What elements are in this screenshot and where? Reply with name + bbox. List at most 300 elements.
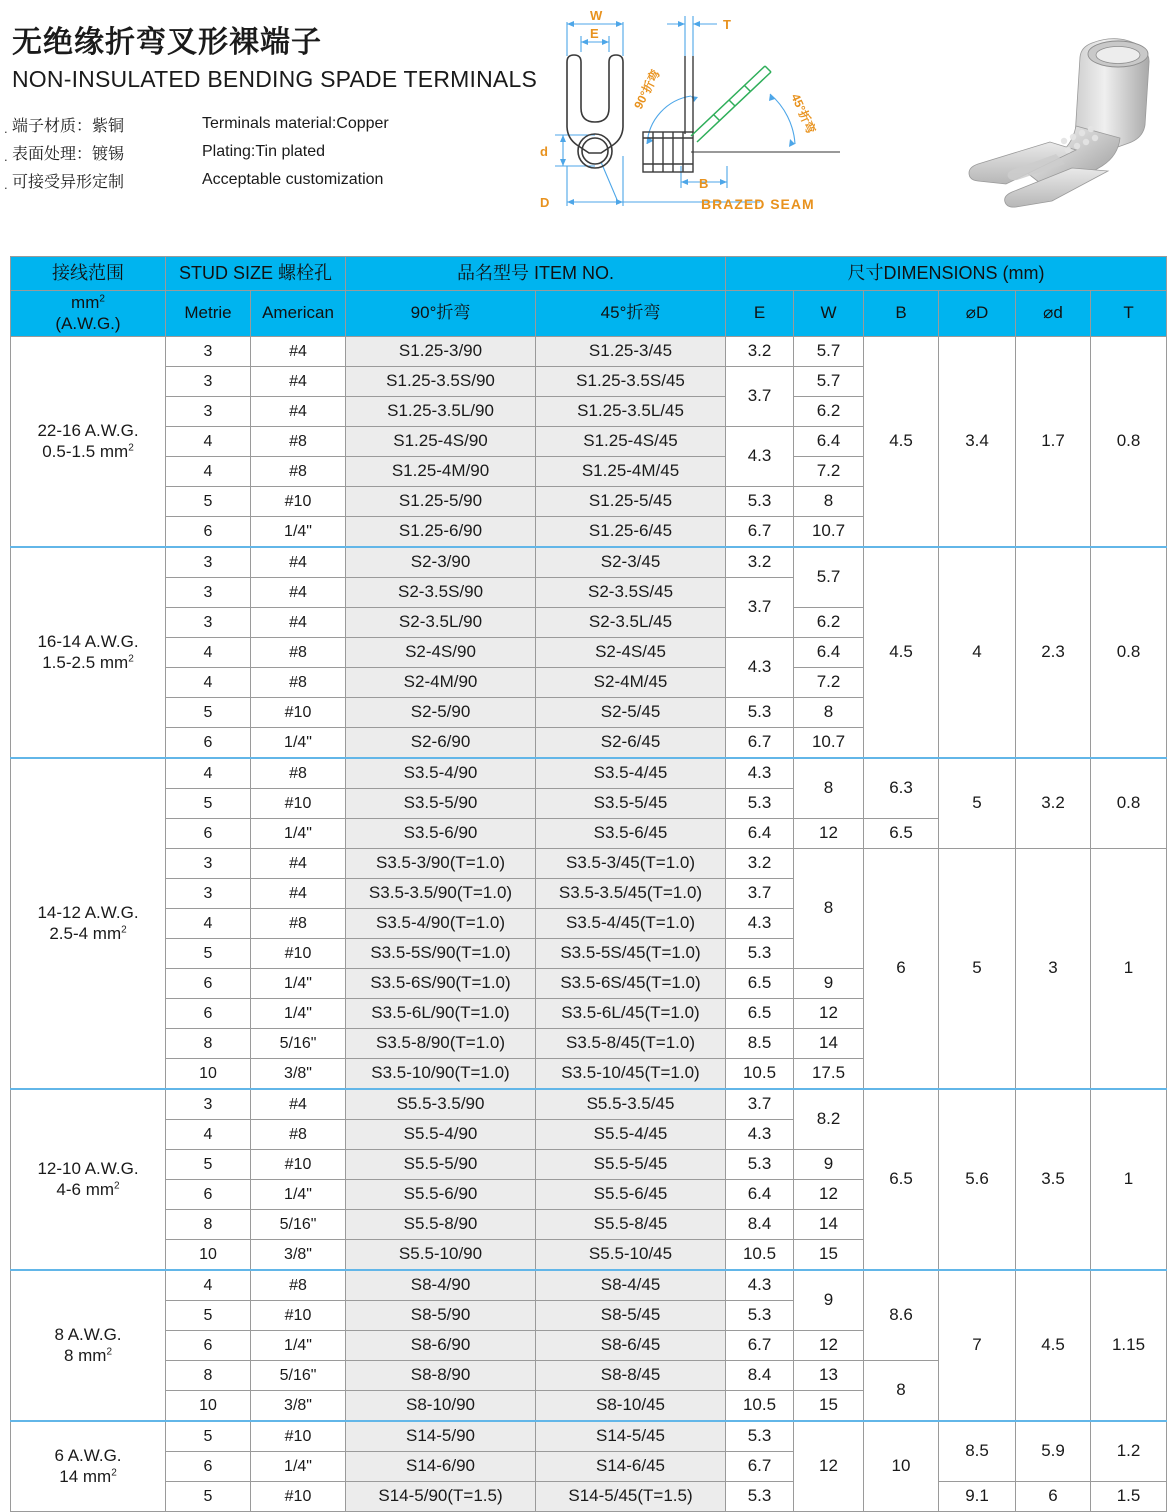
cell-item-90: S2-5/90 xyxy=(346,698,536,728)
th-wire-range: 接线范围 xyxy=(11,257,166,291)
cell-e: 6.5 xyxy=(726,999,794,1029)
cell-american: 1/4" xyxy=(251,1452,346,1482)
cell-item-45: S5.5-8/45 xyxy=(536,1210,726,1240)
cell-item-90: S2-3/90 xyxy=(346,547,536,578)
cell-item-45: S3.5-5S/45(T=1.0) xyxy=(536,939,726,969)
cell-item-45: S1.25-3.5L/45 xyxy=(536,397,726,427)
cell-item-90: S3.5-3/90(T=1.0) xyxy=(346,849,536,879)
table-row xyxy=(11,1089,1167,1120)
cell-w: 13 xyxy=(794,1361,864,1391)
spec-table-wrap xyxy=(10,256,1166,1512)
table-body xyxy=(11,337,1167,1512)
cell-item-90: S3.5-6L/90(T=1.0) xyxy=(346,999,536,1029)
dim-label-w: W xyxy=(590,8,603,23)
cell-metric: 5 xyxy=(166,698,251,728)
cell-item-45: S5.5-5/45 xyxy=(536,1150,726,1180)
cell-metric: 8 xyxy=(166,1029,251,1059)
cell-odd: 6 xyxy=(1016,1482,1091,1512)
th-unit-sup: 2 xyxy=(99,293,105,305)
cell-metric: 6 xyxy=(166,517,251,548)
spec-list xyxy=(4,110,474,194)
cell-metric: 3 xyxy=(166,849,251,879)
cell-metric: 4 xyxy=(166,427,251,457)
cell-item-45: S5.5-4/45 xyxy=(536,1120,726,1150)
cell-w: 15 xyxy=(794,1240,864,1271)
spec-item xyxy=(4,166,474,194)
cell-odd: 3 xyxy=(1016,849,1091,1090)
cell-american: #4 xyxy=(251,849,346,879)
cell-e: 5.3 xyxy=(726,939,794,969)
cell-od: 5.6 xyxy=(939,1089,1016,1270)
cell-e: 3.7 xyxy=(726,1089,794,1120)
cell-metric: 6 xyxy=(166,999,251,1029)
spec-text-cn: 端子材质：紫铜 xyxy=(12,117,125,135)
cell-metric: 3 xyxy=(166,879,251,909)
cell-item-90: S5.5-5/90 xyxy=(346,1150,536,1180)
cell-metric: 10 xyxy=(166,1059,251,1090)
cell-od: 8.5 xyxy=(939,1421,1016,1482)
awg-mm2: 4-6 $mm^2$ xyxy=(56,1179,120,1199)
cell-e: 3.2 xyxy=(726,547,794,578)
cell-metric: 5 xyxy=(166,1301,251,1331)
cell-t: 1.15 xyxy=(1091,1270,1167,1421)
spec-table xyxy=(10,256,1167,1512)
th-odd: ⌀d xyxy=(1016,291,1091,337)
cell-item-90: S8-4/90 xyxy=(346,1270,536,1301)
cell-wire-range xyxy=(11,758,166,1089)
cell-metric: 5 xyxy=(166,487,251,517)
cell-american: 3/8" xyxy=(251,1059,346,1090)
spade-terminal-photo xyxy=(952,18,1168,218)
cell-odd: 1.7 xyxy=(1016,337,1091,548)
cell-t: 1 xyxy=(1091,849,1167,1090)
th-item-no: 品名型号 ITEM NO. xyxy=(346,257,726,291)
cell-e: 10.5 xyxy=(726,1240,794,1271)
cell-metric: 6 xyxy=(166,819,251,849)
cell-metric: 6 xyxy=(166,1331,251,1361)
awg-range: 16-14 A.W.G. xyxy=(37,632,139,652)
cell-t: 1 xyxy=(1091,1089,1167,1270)
cell-metric: 5 xyxy=(166,1150,251,1180)
cell-e: 5.3 xyxy=(726,698,794,728)
cell-item-90: S14-5/90 xyxy=(346,1421,536,1452)
table-row xyxy=(11,1482,1167,1512)
cell-odd: 3.2 xyxy=(1016,758,1091,849)
dim-label-d-small: d xyxy=(540,144,548,159)
cell-w: 10.7 xyxy=(794,728,864,759)
cell-w: 8.2 xyxy=(794,1089,864,1150)
bullet-icon: . xyxy=(4,120,8,136)
cell-metric: 8 xyxy=(166,1210,251,1240)
cell-e: 4.3 xyxy=(726,1120,794,1150)
cell-w: 6.2 xyxy=(794,608,864,638)
cell-american: 5/16" xyxy=(251,1210,346,1240)
cell-item-90: S3.5-5S/90(T=1.0) xyxy=(346,939,536,969)
cell-american: 1/4" xyxy=(251,1180,346,1210)
th-w: W xyxy=(794,291,864,337)
cell-item-45: S14-5/45(T=1.5) xyxy=(536,1482,726,1512)
cell-item-90: S3.5-10/90(T=1.0) xyxy=(346,1059,536,1090)
cell-item-90: S3.5-4/90 xyxy=(346,758,536,789)
cell-item-90: S5.5-3.5/90 xyxy=(346,1089,536,1120)
cell-american: #10 xyxy=(251,1421,346,1452)
dim-label-d-big: D xyxy=(540,195,550,210)
cell-t: 0.8 xyxy=(1091,758,1167,849)
cell-metric: 3 xyxy=(166,337,251,367)
cell-b: 6 xyxy=(864,849,939,1090)
cell-w: 12 xyxy=(794,1331,864,1361)
cell-item-90: S14-6/90 xyxy=(346,1452,536,1482)
cell-american: #10 xyxy=(251,789,346,819)
cell-e: 4.3 xyxy=(726,909,794,939)
cell-w: 17.5 xyxy=(794,1059,864,1090)
cell-item-45: S3.5-6/45 xyxy=(536,819,726,849)
cell-item-90: S2-4M/90 xyxy=(346,668,536,698)
cell-b: 8.6 xyxy=(864,1270,939,1361)
brazed-seam-label: BRAZED SEAM xyxy=(701,196,815,212)
cell-e: 4.3 xyxy=(726,758,794,789)
cell-american: #8 xyxy=(251,1270,346,1301)
spec-label-cn xyxy=(4,113,202,136)
cell-e: 3.7 xyxy=(726,879,794,909)
cell-american: #10 xyxy=(251,698,346,728)
cell-item-90: S8-10/90 xyxy=(346,1391,536,1422)
cell-item-90: S2-3.5L/90 xyxy=(346,608,536,638)
cell-american: 3/8" xyxy=(251,1391,346,1422)
cell-w: 12 xyxy=(794,819,864,849)
spec-label-en: Acceptable customization xyxy=(202,171,384,188)
table-row xyxy=(11,547,1167,578)
cell-metric: 3 xyxy=(166,367,251,397)
th-bend45: 45°折弯 xyxy=(536,291,726,337)
cell-metric: 4 xyxy=(166,758,251,789)
cell-item-45: S3.5-4/45(T=1.0) xyxy=(536,909,726,939)
cell-item-45: S2-4M/45 xyxy=(536,668,726,698)
cell-e: 10.5 xyxy=(726,1391,794,1422)
cell-e: 3.2 xyxy=(726,337,794,367)
spec-label-cn xyxy=(4,169,202,192)
cell-item-45: S5.5-3.5/45 xyxy=(536,1089,726,1120)
cell-american: #4 xyxy=(251,1089,346,1120)
cell-od: 4 xyxy=(939,547,1016,758)
cell-e: 5.3 xyxy=(726,789,794,819)
cell-item-45: S2-3.5L/45 xyxy=(536,608,726,638)
cell-item-90: S2-4S/90 xyxy=(346,638,536,668)
cell-e: 5.3 xyxy=(726,1421,794,1452)
cell-t: 0.8 xyxy=(1091,547,1167,758)
cell-metric: 6 xyxy=(166,1452,251,1482)
cell-item-45: S2-4S/45 xyxy=(536,638,726,668)
cell-metric: 5 xyxy=(166,1421,251,1452)
th-wire-range-unit xyxy=(11,291,166,337)
cell-item-45: S5.5-10/45 xyxy=(536,1240,726,1271)
cell-wire-range xyxy=(11,1421,166,1512)
cell-od: 9.1 xyxy=(939,1482,1016,1512)
cell-american: 1/4" xyxy=(251,819,346,849)
cell-item-45: S3.5-8/45(T=1.0) xyxy=(536,1029,726,1059)
spec-text-cn: 可接受异形定制 xyxy=(12,173,125,191)
awg-range: 8 A.W.G. xyxy=(54,1325,122,1345)
header-row-2 xyxy=(11,291,1167,337)
cell-w: 10.7 xyxy=(794,517,864,548)
cell-item-90: S5.5-8/90 xyxy=(346,1210,536,1240)
awg-mm2-sup: 2 xyxy=(106,1345,113,1357)
cell-american: 3/8" xyxy=(251,1240,346,1271)
cell-w: 5.7 xyxy=(794,337,864,367)
awg-mm2: 2.5-4 $mm^2$ xyxy=(49,923,127,943)
cell-metric: 3 xyxy=(166,578,251,608)
cell-item-45: S1.25-4M/45 xyxy=(536,457,726,487)
cell-american: 1/4" xyxy=(251,999,346,1029)
cell-b: 6.5 xyxy=(864,1089,939,1270)
spec-text-cn: 表面处理：镀锡 xyxy=(12,145,125,163)
cell-metric: 5 xyxy=(166,1482,251,1512)
cell-e: 3.7 xyxy=(726,578,794,638)
cell-metric: 4 xyxy=(166,668,251,698)
cell-e: 6.4 xyxy=(726,819,794,849)
cell-odd: 4.5 xyxy=(1016,1270,1091,1421)
awg-range: 6 A.W.G. xyxy=(54,1446,122,1466)
cell-item-90: S3.5-3.5/90(T=1.0) xyxy=(346,879,536,909)
bullet-icon: . xyxy=(4,176,8,192)
spec-label-en: Terminals material:Copper xyxy=(202,115,389,132)
cell-item-90: S1.25-4M/90 xyxy=(346,457,536,487)
cell-item-45: S8-8/45 xyxy=(536,1361,726,1391)
cell-metric: 8 xyxy=(166,1361,251,1391)
cell-american: #8 xyxy=(251,638,346,668)
dim-label-t: T xyxy=(723,17,731,32)
cell-item-45: S3.5-3.5/45(T=1.0) xyxy=(536,879,726,909)
cell-b: 6.5 xyxy=(864,819,939,849)
cell-w: 12 xyxy=(794,1421,864,1512)
cell-w: 14 xyxy=(794,1210,864,1240)
cell-e: 5.3 xyxy=(726,487,794,517)
th-stud-size: STUD SIZE 螺栓孔 xyxy=(166,257,346,291)
cell-item-90: S3.5-6S/90(T=1.0) xyxy=(346,969,536,999)
cell-item-45: S8-10/45 xyxy=(536,1391,726,1422)
cell-metric: 4 xyxy=(166,909,251,939)
cell-metric: 6 xyxy=(166,1180,251,1210)
cell-american: #8 xyxy=(251,427,346,457)
cell-e: 6.5 xyxy=(726,969,794,999)
cell-american: #8 xyxy=(251,457,346,487)
cell-e: 6.7 xyxy=(726,728,794,759)
cell-od: 7 xyxy=(939,1270,1016,1421)
awg-mm2: 8 $mm^2$ xyxy=(63,1345,113,1365)
header-row-1 xyxy=(11,257,1167,291)
bend-45-label: 45°折弯 xyxy=(788,91,819,136)
cell-american: #10 xyxy=(251,1482,346,1512)
cell-item-45: S3.5-5/45 xyxy=(536,789,726,819)
cell-american: 5/16" xyxy=(251,1029,346,1059)
cell-item-45: S3.5-6S/45(T=1.0) xyxy=(536,969,726,999)
cell-american: #4 xyxy=(251,879,346,909)
cell-w: 5.7 xyxy=(794,367,864,397)
cell-item-45: S1.25-3/45 xyxy=(536,337,726,367)
cell-american: 1/4" xyxy=(251,728,346,759)
dim-label-b: B xyxy=(699,176,709,191)
cell-e: 8.4 xyxy=(726,1361,794,1391)
cell-american: #8 xyxy=(251,668,346,698)
cell-metric: 3 xyxy=(166,547,251,578)
cell-item-45: S5.5-6/45 xyxy=(536,1180,726,1210)
th-e: E xyxy=(726,291,794,337)
cell-american: 5/16" xyxy=(251,1361,346,1391)
cell-american: #4 xyxy=(251,608,346,638)
cell-item-90: S8-8/90 xyxy=(346,1361,536,1391)
title-block xyxy=(12,26,537,93)
cell-item-45: S3.5-10/45(T=1.0) xyxy=(536,1059,726,1090)
cell-e: 4.3 xyxy=(726,427,794,487)
page-title-cn: 无绝缘折弯叉形裸端子 xyxy=(12,26,322,59)
cell-item-90: S5.5-6/90 xyxy=(346,1180,536,1210)
cell-b: 10 xyxy=(864,1421,939,1512)
cell-american: #10 xyxy=(251,1150,346,1180)
cell-item-90: S1.25-6/90 xyxy=(346,517,536,548)
cell-item-45: S3.5-4/45 xyxy=(536,758,726,789)
cell-american: #10 xyxy=(251,487,346,517)
cell-od: 5 xyxy=(939,849,1016,1090)
cell-item-90: S8-6/90 xyxy=(346,1331,536,1361)
spec-label-cn xyxy=(4,141,202,164)
cell-e: 4.3 xyxy=(726,638,794,698)
cell-item-90: S2-3.5S/90 xyxy=(346,578,536,608)
th-american: American xyxy=(251,291,346,337)
cell-e: 3.7 xyxy=(726,367,794,427)
cell-b: 8 xyxy=(864,1361,939,1422)
cell-metric: 4 xyxy=(166,1270,251,1301)
cell-metric: 4 xyxy=(166,638,251,668)
cell-e: 6.7 xyxy=(726,1331,794,1361)
cell-e: 6.4 xyxy=(726,1180,794,1210)
cell-w: 9 xyxy=(794,1270,864,1331)
cell-item-90: S5.5-10/90 xyxy=(346,1240,536,1271)
cell-american: #8 xyxy=(251,758,346,789)
cell-metric: 5 xyxy=(166,789,251,819)
awg-mm2-sup: 2 xyxy=(128,441,134,453)
cell-metric: 3 xyxy=(166,608,251,638)
cell-w: 9 xyxy=(794,969,864,999)
th-bend90: 90°折弯 xyxy=(346,291,536,337)
th-unit-awg: (A.W.G.) xyxy=(55,313,121,333)
cell-item-90: S1.25-3.5L/90 xyxy=(346,397,536,427)
cell-item-90: S1.25-3.5S/90 xyxy=(346,367,536,397)
cell-item-45: S3.5-6L/45(T=1.0) xyxy=(536,999,726,1029)
cell-american: #4 xyxy=(251,397,346,427)
th-dimensions: 尺寸DIMENSIONS (mm) xyxy=(726,257,1167,291)
cell-metric: 4 xyxy=(166,1120,251,1150)
table-row xyxy=(11,1421,1167,1452)
cell-metric: 4 xyxy=(166,457,251,487)
awg-mm2-sup: 2 xyxy=(114,1179,120,1191)
bullet-icon: . xyxy=(4,148,8,164)
cell-item-45: S1.25-4S/45 xyxy=(536,427,726,457)
th-unit-mm2: mm xyxy=(71,293,100,313)
awg-mm2: 14 $mm^2$ xyxy=(59,1466,117,1486)
dim-label-e: E xyxy=(590,26,599,41)
cell-w: 12 xyxy=(794,999,864,1029)
table-row xyxy=(11,849,1167,879)
table-row xyxy=(11,337,1167,367)
cell-w: 14 xyxy=(794,1029,864,1059)
cell-e: 10.5 xyxy=(726,1059,794,1090)
th-b: B xyxy=(864,291,939,337)
cell-american: #4 xyxy=(251,337,346,367)
awg-mm2-sup: 2 xyxy=(121,923,127,935)
cell-american: #10 xyxy=(251,1301,346,1331)
cell-american: #4 xyxy=(251,578,346,608)
cell-odd: 3.5 xyxy=(1016,1089,1091,1270)
cell-item-90: S3.5-8/90(T=1.0) xyxy=(346,1029,536,1059)
cell-metric: 6 xyxy=(166,969,251,999)
cell-w: 8 xyxy=(794,849,864,969)
cell-item-45: S3.5-3/45(T=1.0) xyxy=(536,849,726,879)
awg-mm2: 1.5-2.5 $mm^2$ xyxy=(42,652,134,672)
table-head xyxy=(11,257,1167,337)
cell-item-45: S1.25-3.5S/45 xyxy=(536,367,726,397)
product-photo xyxy=(952,18,1168,218)
cell-odd: 5.9 xyxy=(1016,1421,1091,1482)
cell-item-45: S1.25-6/45 xyxy=(536,517,726,548)
cell-od: 3.4 xyxy=(939,337,1016,548)
cell-e: 5.3 xyxy=(726,1150,794,1180)
cell-b: 6.3 xyxy=(864,758,939,819)
cell-item-45: S2-3.5S/45 xyxy=(536,578,726,608)
terminal-drawing-svg xyxy=(495,4,950,220)
cell-item-90: S3.5-6/90 xyxy=(346,819,536,849)
cell-t: 1.5 xyxy=(1091,1482,1167,1512)
cell-w: 7.2 xyxy=(794,457,864,487)
cell-e: 5.3 xyxy=(726,1482,794,1512)
cell-item-90: S1.25-3/90 xyxy=(346,337,536,367)
table-row xyxy=(11,1270,1167,1301)
cell-item-45: S14-5/45 xyxy=(536,1421,726,1452)
cell-metric: 10 xyxy=(166,1391,251,1422)
cell-item-45: S8-6/45 xyxy=(536,1331,726,1361)
cell-item-90: S3.5-5/90 xyxy=(346,789,536,819)
cell-metric: 3 xyxy=(166,1089,251,1120)
cell-item-45: S8-4/45 xyxy=(536,1270,726,1301)
th-metric: Metrie xyxy=(166,291,251,337)
cell-item-45: S1.25-5/45 xyxy=(536,487,726,517)
cell-item-90: S1.25-4S/90 xyxy=(346,427,536,457)
awg-mm2: 0.5-1.5 $mm^2$ xyxy=(42,441,134,461)
spec-item xyxy=(4,110,474,138)
cell-e: 8.4 xyxy=(726,1210,794,1240)
cell-w: 6.4 xyxy=(794,638,864,668)
cell-w: 8 xyxy=(794,758,864,819)
cell-metric: 10 xyxy=(166,1240,251,1271)
cell-odd: 2.3 xyxy=(1016,547,1091,758)
cell-item-90: S1.25-5/90 xyxy=(346,487,536,517)
cell-wire-range xyxy=(11,1270,166,1421)
cell-item-45: S14-6/45 xyxy=(536,1452,726,1482)
cell-e: 4.3 xyxy=(726,1270,794,1301)
cell-w: 7.2 xyxy=(794,668,864,698)
spec-label-en: Plating:Tin plated xyxy=(202,143,326,160)
cell-e: 5.3 xyxy=(726,1301,794,1331)
cell-e: 3.2 xyxy=(726,849,794,879)
cell-w: 6.4 xyxy=(794,427,864,457)
awg-range: 12-10 A.W.G. xyxy=(37,1159,139,1179)
spec-item xyxy=(4,138,474,166)
cell-b: 4.5 xyxy=(864,547,939,758)
cell-w: 6.2 xyxy=(794,397,864,427)
cell-item-45: S2-5/45 xyxy=(536,698,726,728)
cell-w: 15 xyxy=(794,1391,864,1422)
awg-mm2-sup: 2 xyxy=(128,652,134,664)
cell-american: #8 xyxy=(251,909,346,939)
